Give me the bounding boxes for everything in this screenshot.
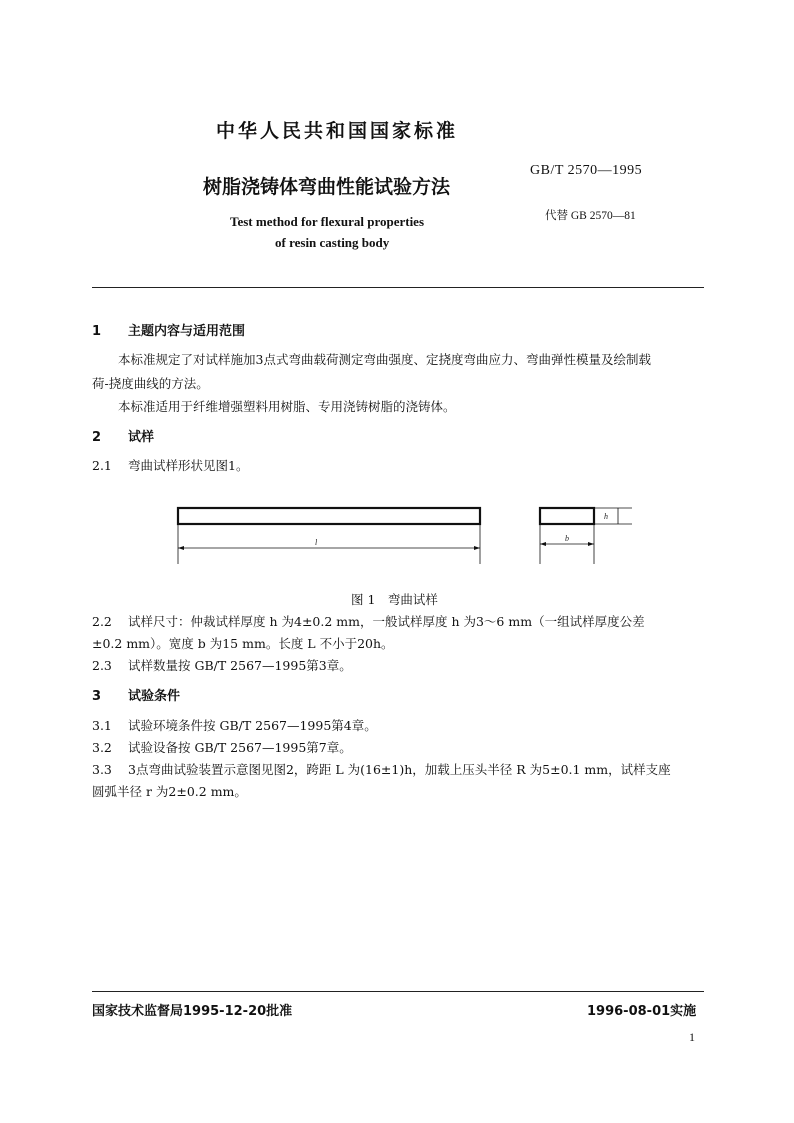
figure-1-specimen-diagram xyxy=(170,502,640,574)
clause-number: 2.2 xyxy=(92,614,112,629)
thickness-label: h xyxy=(604,512,608,521)
clause-text: 试样数量按 GB/T 2567—1995第3章。 xyxy=(128,658,352,673)
implementation-date: 1996-08-01实施 xyxy=(587,1004,697,1019)
clause-number: 3.2 xyxy=(92,740,112,755)
standard-title-en-line2: of resin casting body xyxy=(275,235,390,250)
length-label: l xyxy=(315,538,318,547)
arrowhead xyxy=(474,546,480,550)
section-3-heading xyxy=(92,685,180,704)
national-standard-title: 中华人民共和国国家标准 xyxy=(216,120,459,142)
clause-text: 试样尺寸：仲裁试样厚度 h 为4±0.2 mm，一般试样厚度 h 为3～6 mm（一组试样厚度公差 xyxy=(128,614,645,629)
clause-text: 弯曲试样形状见图1。 xyxy=(128,458,249,473)
section-title: 试验条件 xyxy=(128,689,181,704)
section-number: 1 xyxy=(92,324,102,339)
section-2-heading xyxy=(92,426,154,445)
section-number: 2 xyxy=(92,430,102,445)
clause-2-2-line-1 xyxy=(92,612,645,630)
page-number: 1 xyxy=(689,1030,695,1044)
clause-text: 3点弯曲试验装置示意图见图2，跨距 L 为(16±1)h，加载上压头半径 R 为5±0.1 mm，试样支座 xyxy=(128,762,671,777)
standard-title-cn: 树脂浇铸体弯曲性能试验方法 xyxy=(203,176,451,198)
clause-2-3 xyxy=(92,656,352,674)
arrowhead xyxy=(178,546,184,550)
section-1-paragraph-2: 本标准适用于纤维增强塑料用树脂、专用浇铸树脂的浇铸体。 xyxy=(118,399,456,414)
section-title: 试样 xyxy=(128,430,155,445)
clause-3-1 xyxy=(92,716,377,734)
section-1-heading xyxy=(92,320,245,339)
clause-number: 3.1 xyxy=(92,718,112,733)
replaces-standard: 代替 GB 2570—81 xyxy=(545,210,636,222)
clause-text: 试验环境条件按 GB/T 2567—1995第4章。 xyxy=(128,718,377,733)
approval-statement: 国家技术监督局1995-12-20批准 xyxy=(92,1004,293,1019)
figure-1-caption: 图 1 弯曲试样 xyxy=(351,592,438,607)
section-title: 主题内容与适用范围 xyxy=(128,324,246,339)
specimen-long-view xyxy=(178,508,480,524)
clause-number: 2.3 xyxy=(92,658,112,673)
clause-2-1 xyxy=(92,456,248,474)
section-1-paragraph-1-line-1: 本标准规定了对试样施加3点式弯曲载荷测定弯曲强度、定挠度弯曲应力、弯曲弹性模量及绘制载 xyxy=(118,352,651,367)
arrowhead xyxy=(588,542,594,546)
header-divider xyxy=(92,287,704,288)
clause-number: 3.3 xyxy=(92,762,112,777)
clause-3-3-line-1 xyxy=(92,760,671,778)
clause-3-2 xyxy=(92,738,352,756)
standard-number: GB/T 2570—1995 xyxy=(530,163,643,178)
clause-number: 2.1 xyxy=(92,458,112,473)
clause-3-3-line-2: 圆弧半径 r 为2±0.2 mm。 xyxy=(92,784,247,799)
clause-2-2-line-2: ±0.2 mm）。宽度 b 为15 mm。长度 L 不小于20h。 xyxy=(92,636,394,651)
specimen-cross-section xyxy=(540,508,594,524)
width-label: b xyxy=(565,534,569,543)
standard-title-en-line1: Test method for flexural properties xyxy=(230,214,425,229)
clause-text: 试验设备按 GB/T 2567—1995第7章。 xyxy=(128,740,352,755)
section-number: 3 xyxy=(92,689,102,704)
arrowhead xyxy=(540,542,546,546)
footer-divider xyxy=(92,991,704,992)
section-1-paragraph-1-line-2: 荷-挠度曲线的方法。 xyxy=(92,376,209,391)
